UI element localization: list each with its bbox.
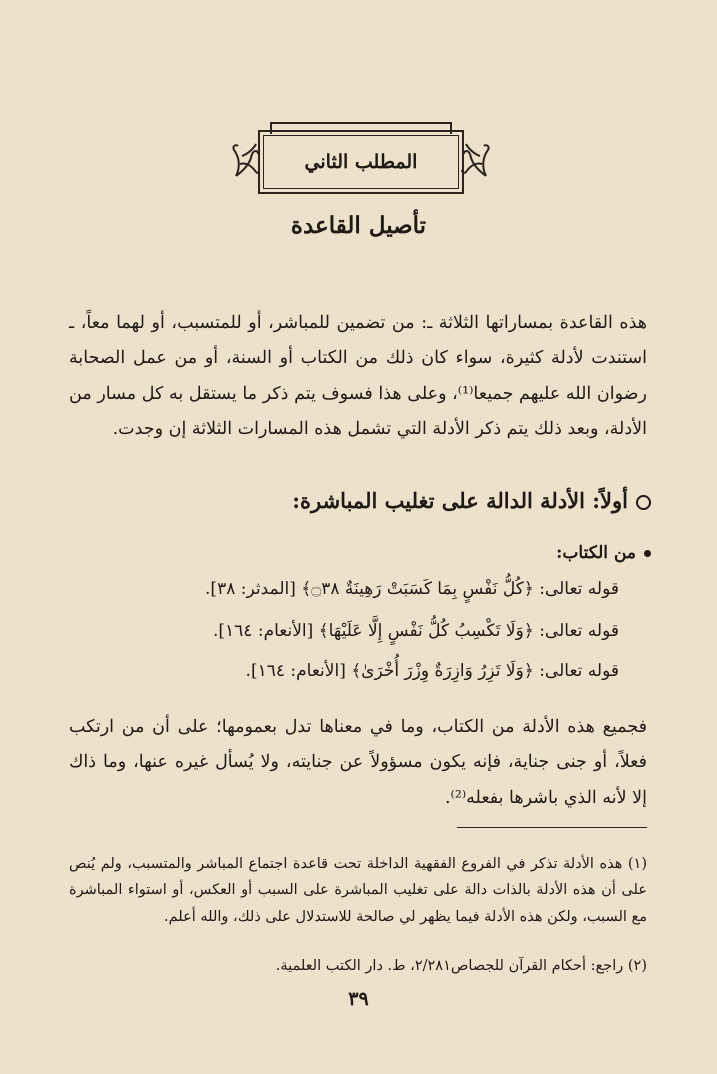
- section-heading-text: أولاً: الأدلة الدالة على تغليب المباشرة:: [292, 488, 628, 513]
- subsection-heading: [556, 543, 651, 563]
- footnote: (٢) راجع: أحكام القرآن للجصاص٢/٢٨١، ط. دار الكتب العلمية.: [275, 957, 647, 974]
- section-title: المطلب الثاني: [304, 151, 418, 173]
- footnote: (١) هذه الأدلة تذكر في الفروع الفقهية الداخلة تحت قاعدة اجتماع المباشر والمتسبب، ولم يُنص على أن هذه الأدلة بالذات دالة على تغليب المباشرة على السبب أو العكس، أو استواء المباشرة مع السبب، ولكن هذه الأدلة فيما يظهر لي صالحة للاستدلال على ذلك، والله أعلم.: [69, 855, 647, 925]
- subsection-heading-text: من الكتاب:: [556, 543, 636, 563]
- section-title-frame: [258, 130, 464, 194]
- floral-ornament-icon: [460, 142, 492, 178]
- page-number: ٣٩: [348, 988, 369, 1010]
- dot-bullet-icon: [644, 550, 651, 557]
- verse-line: قوله تعالى: ﴿كُلُّ نَفْسٍ بِمَا كَسَبَتْ رَهِينَةٌ ۝٣٨﴾ [المدثر: ٣٨].: [205, 579, 619, 599]
- intro-paragraph: هذه القاعدة بمساراتها الثلاثة ـ: من تضمين للمباشر، أو للمتسبب، أو لهما معاً، ـ استندت لأدلة كثيرة، سواء كان ذلك من الكتاب أو السنة، أو من عمل الصحابة رضوان الله عليهم جميعا⁽¹⁾، وعلى هذا فسوف يتم ذكر ما يستقل به كل مسار من الأدلة، وبعد ذلك يتم ذكر الأدلة التي تشمل هذه المسارات الثلاثة إن وجدت.: [69, 312, 647, 439]
- page-title: تأصيل القاعدة: [290, 212, 427, 239]
- section-header: [230, 122, 492, 198]
- circle-bullet-icon: [636, 495, 651, 510]
- conclusion-paragraph: فجميع هذه الأدلة من الكتاب، وما في معناها تدل بعمومها؛ على أن من ارتكب فعلاً، أو جنى جناية، فإنه يكون مسؤولاً عن جنايته، ولا يُسأل غيره عنها، وما ذاك إلا لأنه الذي باشرها بفعله⁽²⁾.: [69, 716, 647, 808]
- section-heading: [292, 488, 651, 513]
- footnote-divider: [457, 827, 647, 828]
- verse-line: قوله تعالى: ﴿وَلَا تَكْسِبُ كُلُّ نَفْسٍ إِلَّا عَلَيْهَا﴾ [الأنعام: ١٦٤].: [212, 621, 619, 641]
- verse-line: قوله تعالى: ﴿وَلَا تَزِرُ وَازِرَةٌ وِزْرَ أُخْرَىٰ﴾ [الأنعام: ١٦٤].: [245, 661, 619, 681]
